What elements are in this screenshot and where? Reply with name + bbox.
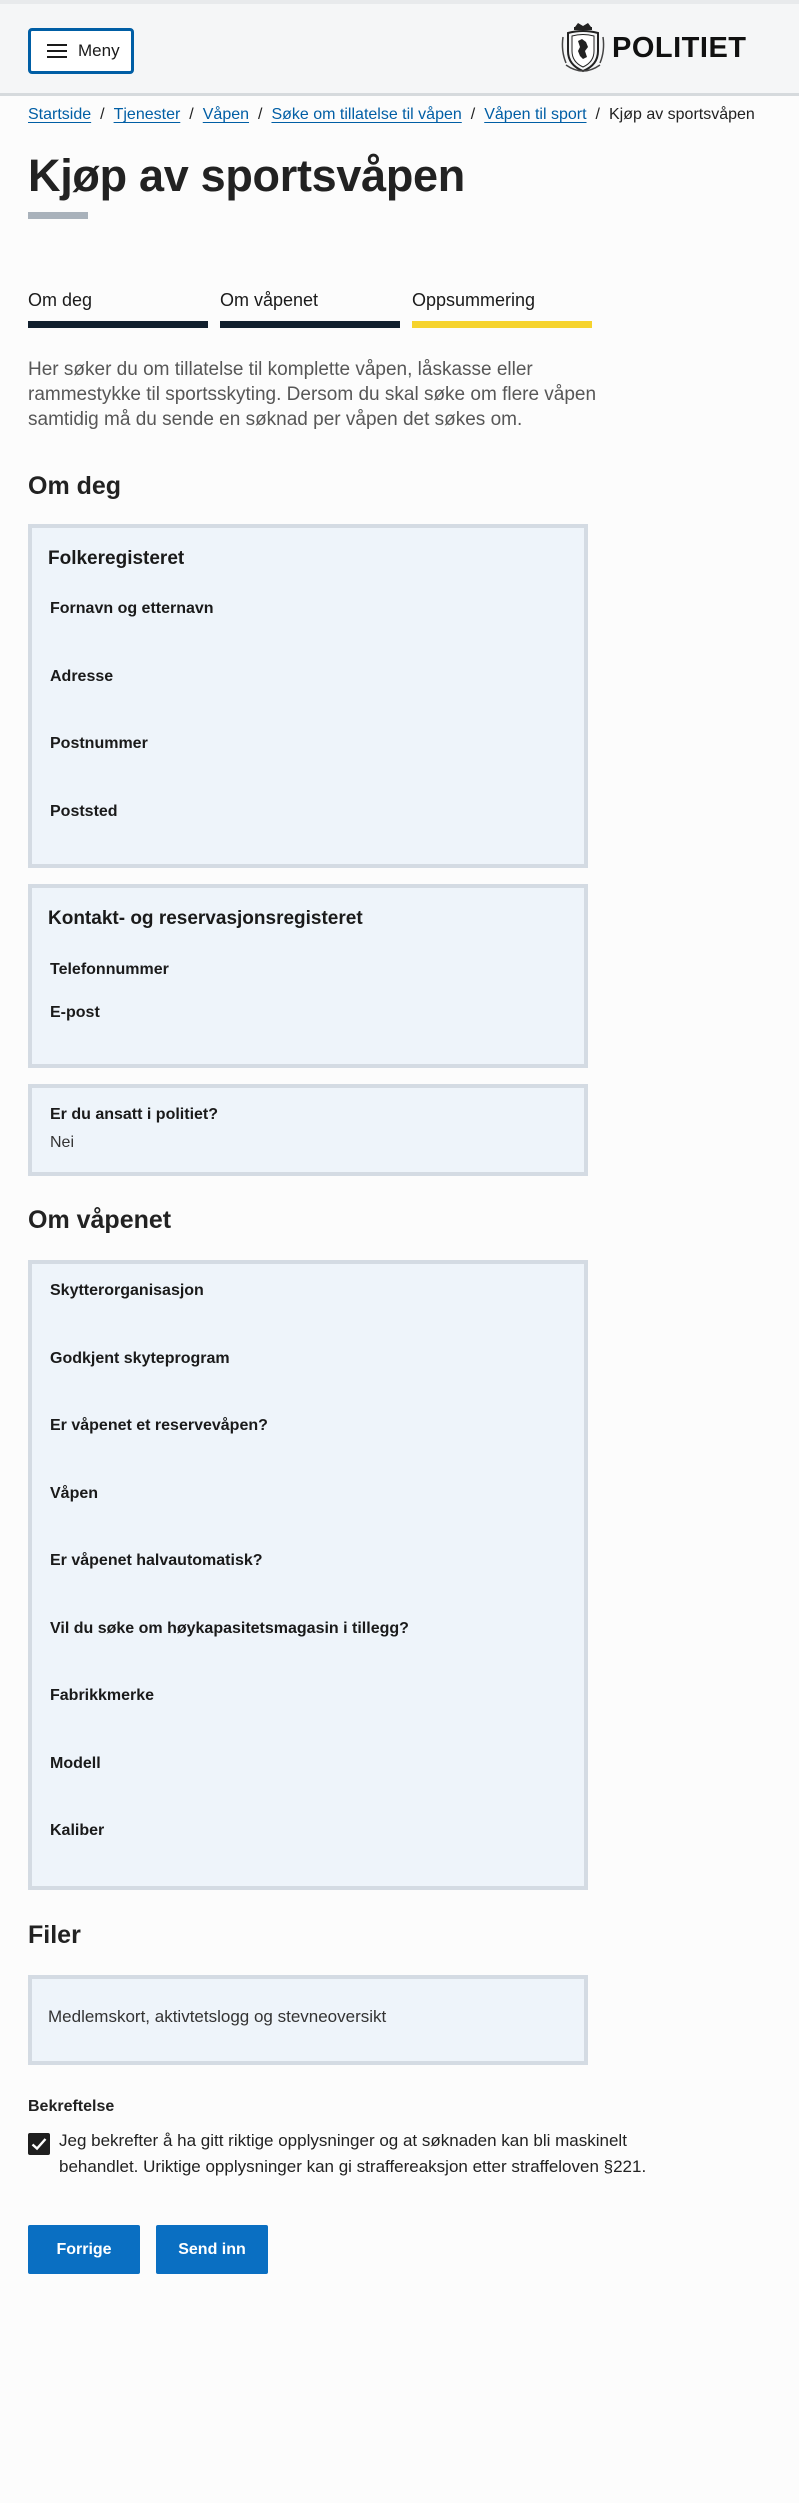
checkmark-icon	[31, 2137, 47, 2151]
hamburger-icon	[47, 44, 67, 58]
panel-title: Kontakt- og reservasjonsregisteret	[48, 908, 363, 929]
breadcrumb-link-vapen[interactable]: Våpen	[202, 106, 250, 123]
police-crest-icon	[560, 21, 606, 75]
breadcrumb-separator: /	[100, 106, 105, 123]
field-label-ansatt: Er du ansatt i politiet?	[50, 1106, 219, 1123]
file-item[interactable]: Medlemskort, aktivtetslogg og stevneoversikt	[48, 2007, 387, 2026]
confirmation-checkbox[interactable]	[28, 2133, 50, 2155]
intro-text: Her søker du om tillatelse til komplette våpen, låskasse eller rammestykke til sportsskyting. Dersom du skal søke om flere våpen samtidig må du sende en søknad per våpen det søkes om.	[28, 359, 597, 430]
submit-button[interactable]: Send inn	[156, 2225, 268, 2274]
breadcrumb-link-soke-om-tillatelse[interactable]: Søke om tillatelse til våpen	[271, 106, 462, 123]
panel-kontakt-reservasjonsregisteret	[28, 884, 588, 1068]
breadcrumb-separator: /	[595, 106, 600, 123]
field-label-skyteprogram: Godkjent skyteprogram	[50, 1350, 230, 1367]
section-heading-om-deg: Om deg	[28, 472, 122, 500]
step-progress-bar	[28, 321, 208, 328]
logo-text: POLITIET	[612, 31, 747, 64]
politiet-logo[interactable]	[560, 21, 747, 75]
confirmation-text: Jeg bekrefter å ha gitt riktige opplysninger og at søknaden kan bli maskinelt behandlet. Uriktige opplysninger kan gi straffereaksjon etter straffeloven §221.	[59, 2131, 647, 2176]
step-om-vapenet[interactable]	[220, 290, 400, 328]
breadcrumb-link-tjenester[interactable]: Tjenester	[113, 106, 181, 123]
site-header	[0, 0, 799, 96]
confirmation-heading: Bekreftelse	[28, 2098, 115, 2115]
step-label: Om deg	[28, 290, 93, 310]
field-label-vapen: Våpen	[50, 1485, 99, 1502]
field-value-ansatt: Nei	[50, 1134, 75, 1151]
field-label-telefon: Telefonnummer	[50, 961, 169, 978]
step-om-deg[interactable]	[28, 290, 208, 328]
field-label-hoykapasitetsmagasin: Vil du søke om høykapasitetsmagasin i tillegg?	[50, 1620, 409, 1637]
section-heading-om-vapenet: Om våpenet	[28, 1206, 172, 1234]
panel-folkeregisteret	[28, 524, 588, 868]
panel-filer	[28, 1975, 588, 2065]
breadcrumb	[28, 104, 755, 126]
step-progress-bar-active	[412, 321, 592, 328]
field-label-skytterorganisasjon: Skytterorganisasjon	[50, 1282, 204, 1299]
panel-om-vapenet	[28, 1260, 588, 1890]
field-label-fabrikkmerke: Fabrikkmerke	[50, 1687, 155, 1704]
step-indicator	[28, 290, 588, 330]
previous-button[interactable]: Forrige	[28, 2225, 140, 2274]
breadcrumb-separator: /	[258, 106, 263, 123]
step-oppsummering[interactable]	[412, 290, 592, 328]
breadcrumb-separator: /	[470, 106, 476, 123]
menu-button-label: Meny	[78, 41, 120, 60]
field-label-postnummer: Postnummer	[50, 735, 148, 752]
field-label-address: Adresse	[50, 668, 114, 685]
field-label-name: Fornavn og etternavn	[50, 600, 214, 617]
breadcrumb-link-vapen-til-sport[interactable]: Våpen til sport	[484, 106, 587, 123]
breadcrumb-separator: /	[189, 106, 194, 123]
field-label-poststed: Poststed	[50, 803, 118, 820]
step-label: Oppsummering	[412, 290, 536, 310]
menu-button[interactable]	[28, 28, 134, 74]
title-underline	[28, 212, 88, 219]
section-heading-filer: Filer	[28, 1921, 81, 1949]
field-label-halvautomatisk: Er våpenet halvautomatisk?	[50, 1552, 263, 1569]
field-label-modell: Modell	[50, 1755, 101, 1772]
field-label-kaliber: Kaliber	[50, 1822, 105, 1839]
step-label: Om våpenet	[220, 290, 319, 310]
breadcrumb-link-startside[interactable]: Startside	[28, 106, 92, 123]
panel-title: Folkeregisteret	[48, 548, 185, 569]
page-title: Kjøp av sportsvåpen	[28, 150, 465, 201]
field-label-reservevapen: Er våpenet et reservevåpen?	[50, 1417, 268, 1434]
step-progress-bar	[220, 321, 400, 328]
panel-ansatt-politiet	[28, 1084, 588, 1176]
breadcrumb-current: Kjøp av sportsvåpen	[608, 106, 755, 123]
field-label-epost: E-post	[50, 1004, 100, 1021]
